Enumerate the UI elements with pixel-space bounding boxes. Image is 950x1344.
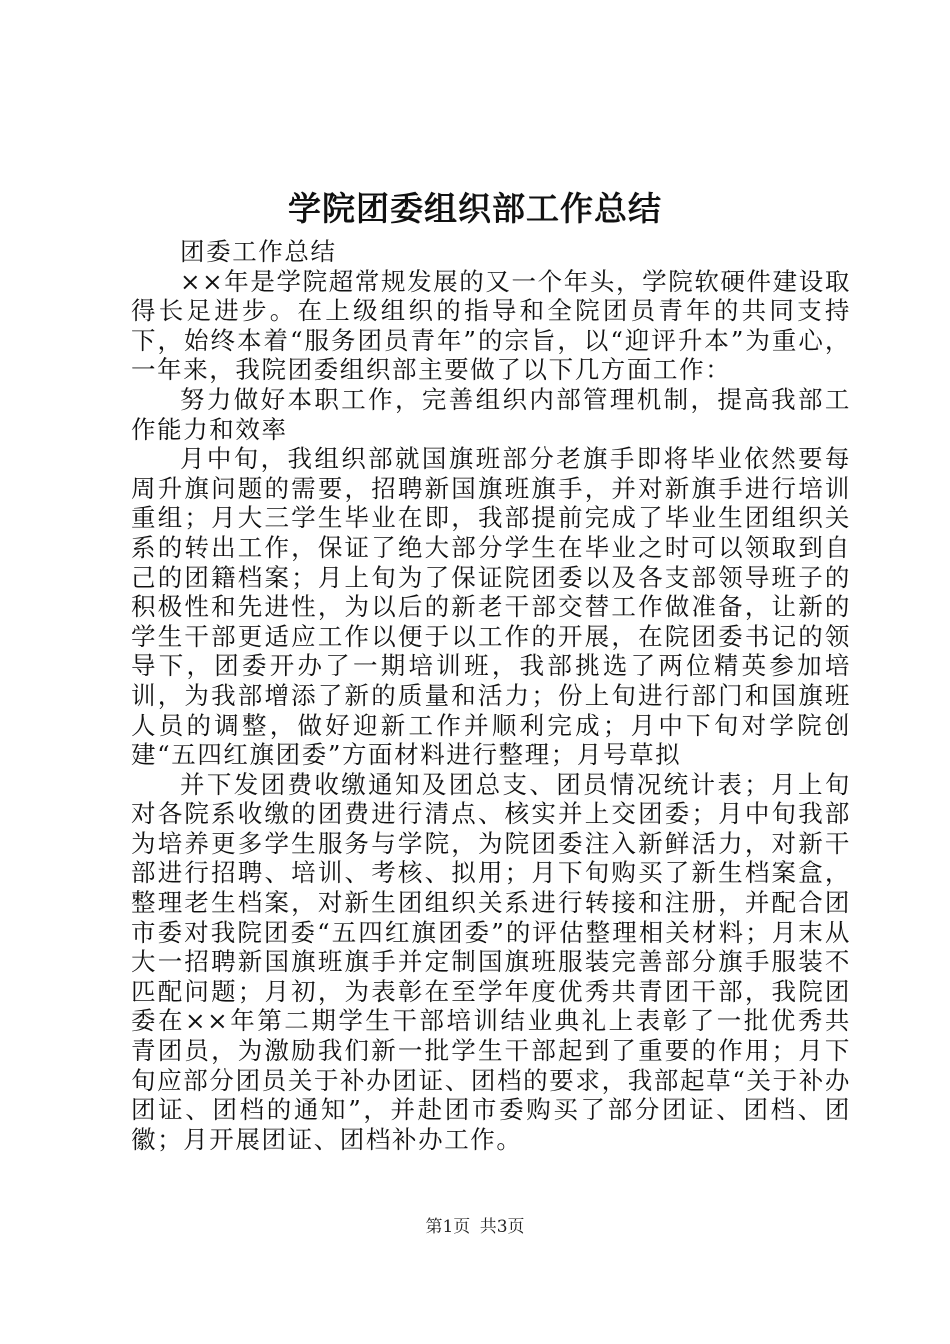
- document-title: 学院团委组织部工作总结: [288, 189, 662, 228]
- paragraph-subtitle: 团委工作总结: [180, 237, 337, 266]
- paragraph-section-heading: 努力做好本职工作，完善组织内部管理机制，提高我部工作能力和效率: [131, 384, 851, 444]
- page-footer: [0, 1215, 950, 1239]
- document-body: [131, 237, 851, 1154]
- page-number-total: 共3页: [479, 1217, 525, 1237]
- paragraph-body-2: 并下发团费收缴通知及团总支、团员情况统计表；月上旬对各院系收缴的团费进行清点、核实并上交团委；月中旬我部为培养更多学生服务与学院，为院团委注入新鲜活力，对新干部进行招聘、培训、考核、拟用；月下旬购买了新生档案盒，整理老生档案，对新生团组织关系进行转接和注册，并配合团市委对我院团委“五四红旗团委”的评估整理相关材料；月末从大一招聘新国旗班旗手并定制国旗班服装完善部分旗手服装不匹配问题；月初，为表彰在至学年度优秀共青团干部，我院团委在××年第二期学生干部培训结业典礼上表彰了一批优秀共青团员，为激励我们新一批学生干部起到了重要的作用；月下旬应部分团员关于补办团证、团档的要求，我部起草“关于补办团证、团档的通知”，并赴团市委购买了部分团证、团档、团徽；月开展团证、团档补办工作。: [131, 769, 851, 1154]
- paragraph-intro: ××年是学院超常规发展的又一个年头，学院软硬件建设取得长足进步。在上级组织的指导和全院团员青年的共同支持下，始终本着“服务团员青年”的宗旨，以“迎评升本”为重心，一年来，我院团委组织部主要做了以下几方面工作：: [131, 266, 851, 385]
- page-number-current: 第1页: [425, 1217, 471, 1237]
- paragraph-body-1: 月中旬，我组织部就国旗班部分老旗手即将毕业依然要每周升旗问题的需要，招聘新国旗班旗手，并对新旗手进行培训重组；月大三学生毕业在即，我部提前完成了毕业生团组织关系的转出工作，保证了绝大部分学生在毕业之时可以领取到自己的团籍档案；月上旬为了保证院团委以及各支部领导班子的积极性和先进性，为以后的新老干部交替工作做准备，让新的学生干部更适应工作以便于以工作的开展，在院团委书记的领导下，团委开办了一期培训班，我部挑选了两位精英参加培训，为我部增添了新的质量和活力；份上旬进行部门和国旗班人员的调整，做好迎新工作并顺利完成；月中下旬对学院创建“五四红旗团委”方面材料进行整理；月号草拟: [131, 444, 851, 770]
